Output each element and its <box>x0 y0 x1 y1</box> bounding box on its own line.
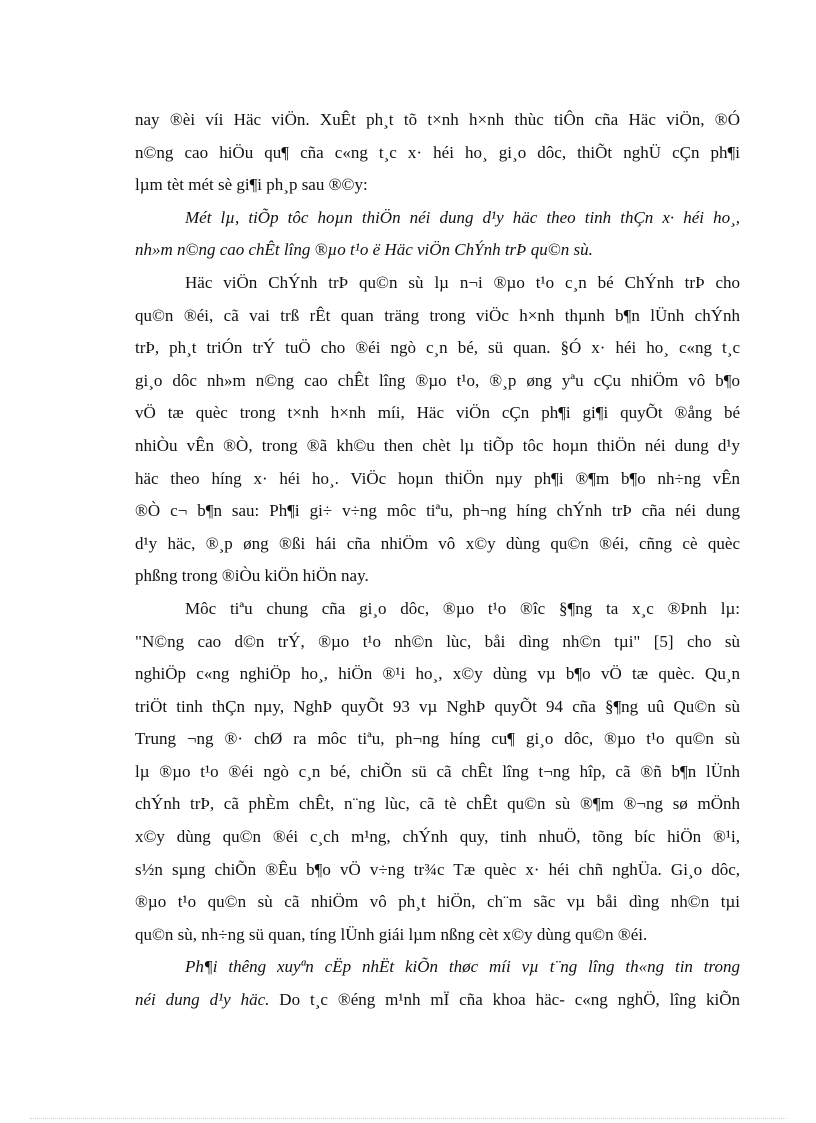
text-line: trÞ, ph¸t triÓn trÝ tuÖ cho ®éi ngò c¸n bé, sü quan. §Ó x· héi ho¸ c«ng t¸c <box>135 338 740 358</box>
text-line: ®Ò c¬ b¶n sau: Ph¶i gi÷ v÷ng môc tiªu, ph¬ng híng chÝnh trÞ cña néi dung <box>135 501 740 521</box>
text-line: d¹y häc, ®¸p øng ®ßi hái cña nhiÖm vô x©y dùng qu©n ®éi, cñng cè quèc <box>135 533 740 553</box>
text-line: gi¸o dôc nh»m n©ng cao chÊt lîng ®µo t¹o, ®¸p øng yªu cÇu nhiÖm vô b¶o <box>135 370 740 390</box>
text-line: x©y dùng qu©n ®éi c¸ch m¹ng, chÝnh quy, tinh nhuÖ, tõng bíc hiÖn ®¹i, <box>135 827 740 847</box>
paragraph-3 <box>135 267 740 593</box>
paragraph-5 <box>135 951 740 1016</box>
text-line: qu©n ®éi, cã vai trß rÊt quan träng trong viÖc h×nh thµnh b¶n lÜnh chÝnh <box>135 305 740 325</box>
paragraph-2-heading <box>135 202 740 267</box>
text-line: chÝnh trÞ, cã phÈm chÊt, n¨ng lùc, cã tè chÊt qu©n sù ®¶m ®¬ng sø mÖnh <box>135 794 740 814</box>
text-line: phßng trong ®iÒu kiÖn hiÖn nay. <box>135 566 369 586</box>
page-bottom-border <box>30 1118 786 1119</box>
text-line: lµ ®µo t¹o ®éi ngò c¸n bé, chiÕn sü cã chÊt lîng t¬ng hîp, cã ®ñ b¶n lÜnh <box>135 761 740 781</box>
text-line: triÖt tinh thÇn nµy, NghÞ quyÕt 93 vµ NghÞ quyÕt 94 cña §¶ng uû Qu©n sù <box>135 696 740 716</box>
text-line: n©ng cao hiÖu qu¶ cña c«ng t¸c x· héi ho¸ gi¸o dôc, thiÕt nghÜ cÇn ph¶i <box>135 142 740 162</box>
text-line: Mét lµ, tiÕp tôc hoµn thiÖn néi dung d¹y häc theo tinh thÇn x· héi ho¸, <box>185 207 740 227</box>
text-line: "N©ng cao d©n trÝ, ®µo t¹o nh©n lùc, båi dìng nh©n tµi" [5] cho sù <box>135 631 740 651</box>
text-line: lµm tèt mét sè gi¶i ph¸p sau ®©y: <box>135 175 368 195</box>
text-line: nghiÖp c«ng nghiÖp ho¸, hiÖn ®¹i ho¸, x©y dùng vµ b¶o vÖ tæ quèc. Qu¸n <box>135 664 740 684</box>
paragraph-1 <box>135 104 740 202</box>
paragraph-4 <box>135 593 740 952</box>
italic-lead: néi dung d¹y häc. <box>135 990 270 1010</box>
text-line: Häc viÖn ChÝnh trÞ qu©n sù lµ n¬i ®µo t¹o c¸n bé ChÝnh trÞ cho <box>185 272 740 292</box>
text-line: nh»m n©ng cao chÊt lîng ®µo t¹o ë Häc viÖn ChÝnh trÞ qu©n sù. <box>135 240 593 260</box>
text-line <box>135 984 740 1017</box>
text-line: vÖ tæ quèc trong t×nh h×nh míi, Häc viÖn cÇn ph¶i gi¶i quyÕt ®ång bé <box>135 403 740 423</box>
text-line: Ph¶i thêng xuyªn cËp nhËt kiÕn thøc míi vµ t¨ng lîng th«ng tin trong <box>185 957 740 977</box>
text-line: Trung ¬ng ®· chØ ra môc tiªu, ph¬ng híng cu¶ gi¸o dôc, ®µo t¹o qu©n sù <box>135 729 740 749</box>
text-line: häc theo híng x· héi ho¸. ViÖc hoµn thiÖn nµy ph¶i ®¶m b¶o nh÷ng vÊn <box>135 468 740 488</box>
text-continuation: Do t¸c ®éng m¹nh mÏ cña khoa häc- c«ng nghÖ, lîng kiÕn <box>269 990 740 1010</box>
text-line: Môc tiªu chung cña gi¸o dôc, ®µo t¹o ®îc §¶ng ta x¸c ®Þnh lµ: <box>185 598 740 618</box>
text-line: s½n sµng chiÕn ®Êu b¶o vÖ v÷ng tr¾c Tæ quèc x· héi chñ nghÜa. Gi¸o dôc, <box>135 859 740 879</box>
text-line: nhiÒu vÊn ®Ò, trong ®ã kh©u then chèt lµ tiÕp tôc hoµn thiÖn néi dung d¹y <box>135 435 740 455</box>
body-text <box>135 104 740 1017</box>
text-line: ®µo t¹o qu©n sù cã nhiÖm vô ph¸t hiÖn, ch¨m sãc vµ båi dìng nh©n tµi <box>135 892 740 912</box>
text-line: nay ®èi víi Häc viÖn. XuÊt ph¸t tõ t×nh h×nh thùc tiÔn cña Häc viÖn, ®Ó <box>135 110 740 129</box>
text-line: qu©n sù, nh÷ng sü quan, tíng lÜnh giái lµm nßng cèt x©y dùng qu©n ®éi. <box>135 924 648 944</box>
